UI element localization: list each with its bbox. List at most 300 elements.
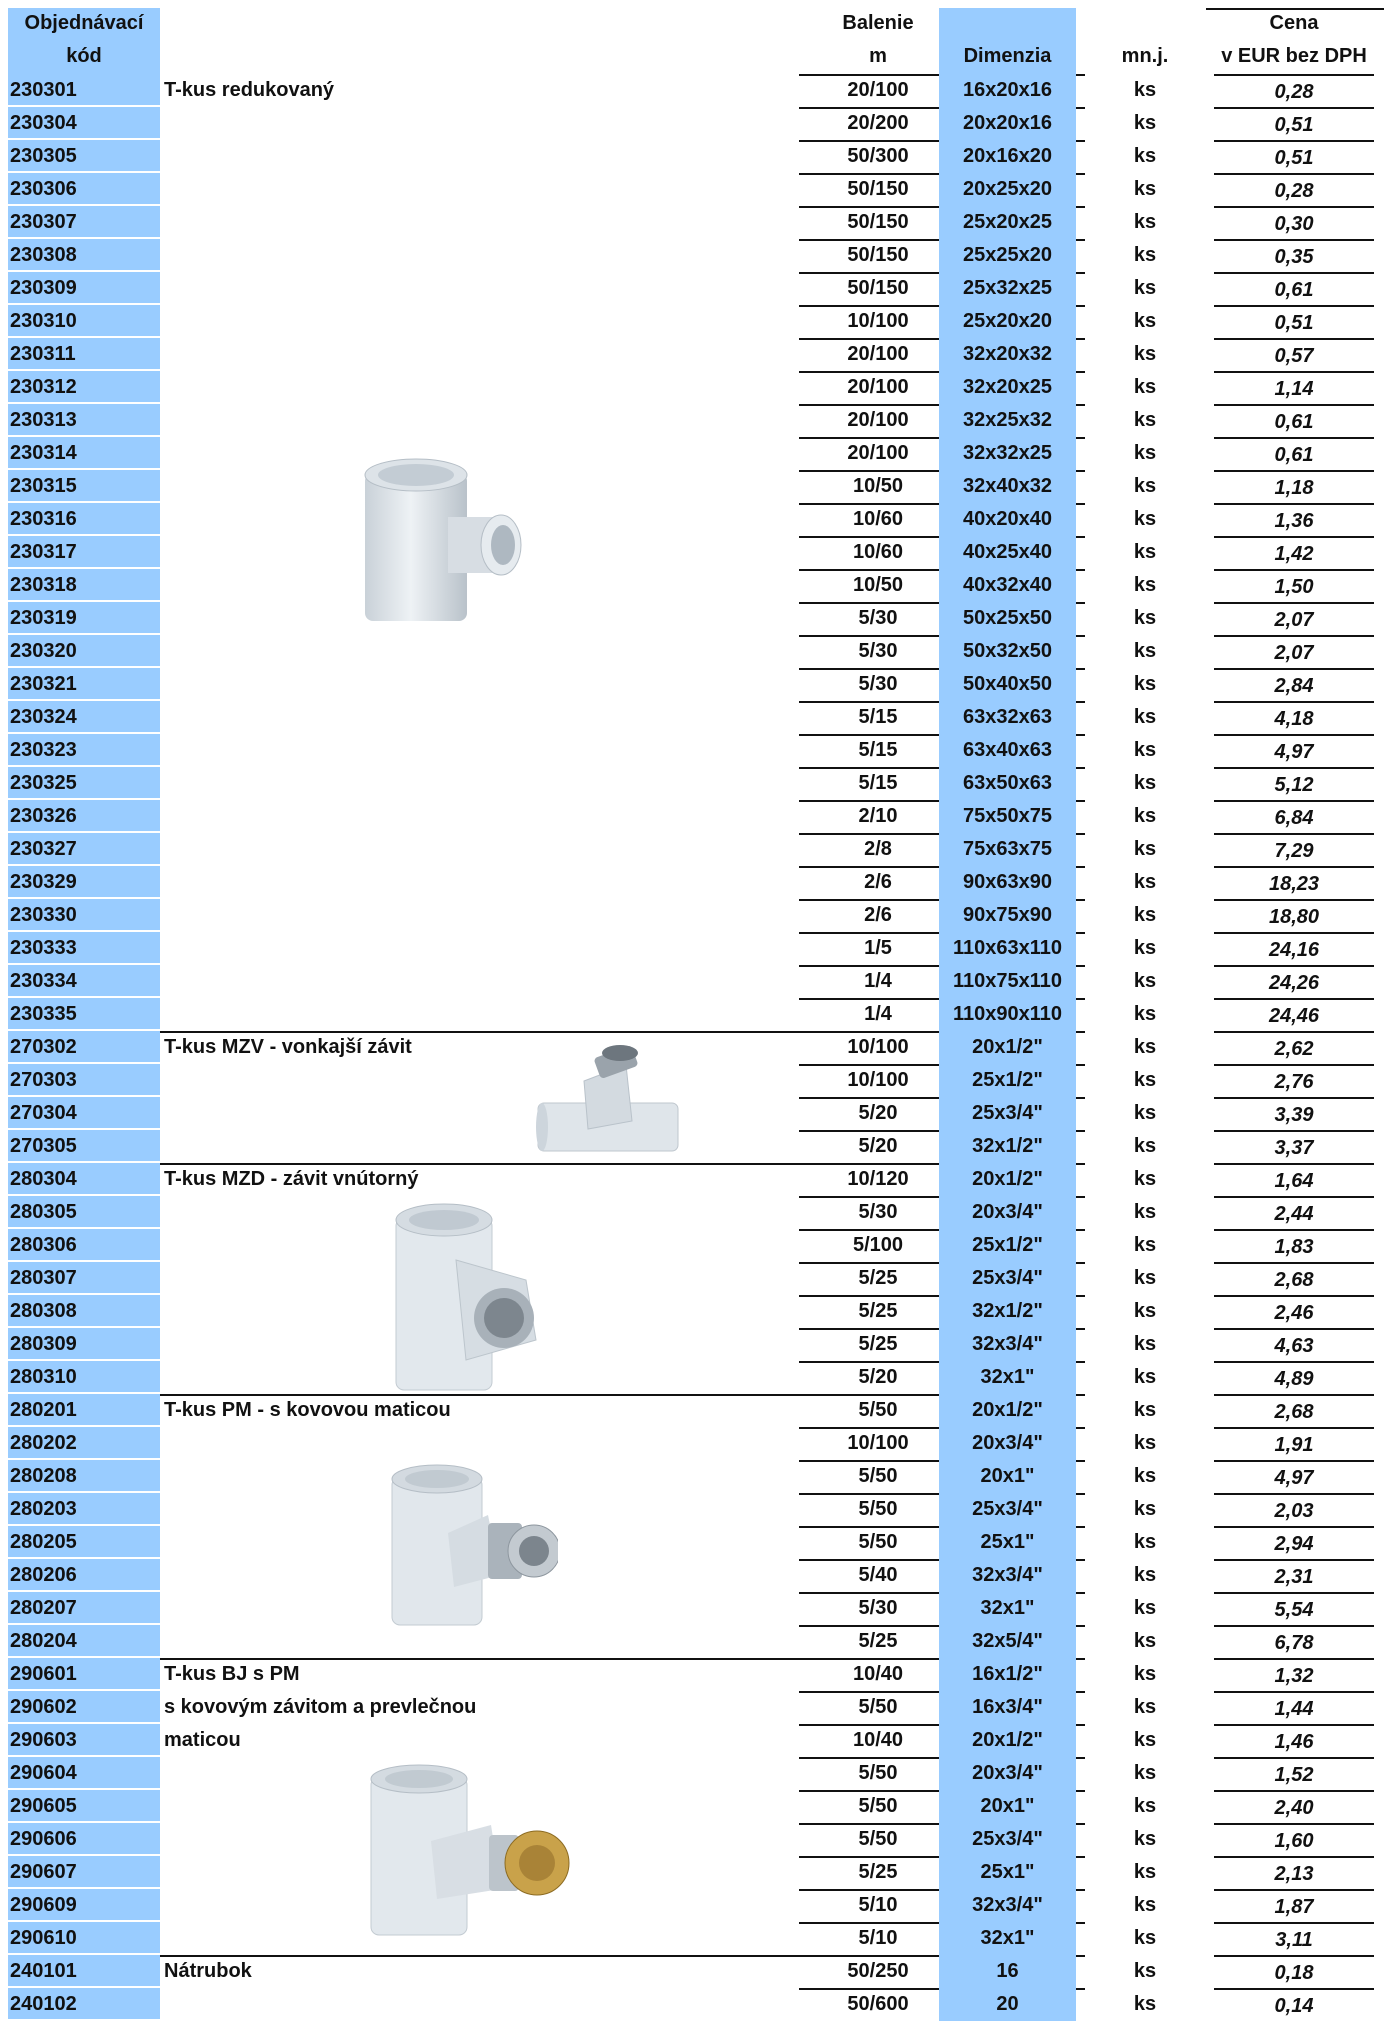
table-row [8, 305, 1384, 338]
package-size: 10/50 [852, 475, 904, 497]
unit: ks [1133, 1696, 1157, 1718]
dimension: 25x3/4" [939, 1823, 1076, 1856]
package-size: 1/5 [864, 937, 892, 959]
order-code: 230326 [8, 800, 160, 831]
price: 0,57 [1274, 345, 1314, 367]
package-size: 5/30 [858, 1597, 898, 1619]
order-code: 230327 [8, 833, 160, 864]
unit: ks [1133, 1069, 1157, 1091]
order-code: 230307 [8, 206, 160, 237]
package-size: 10/100 [847, 1069, 909, 1091]
order-code: 230317 [8, 536, 160, 567]
unit: ks [1133, 772, 1157, 794]
order-code: 270304 [8, 1097, 160, 1128]
unit: ks [1133, 1003, 1157, 1025]
package-size: 5/50 [858, 1399, 898, 1421]
dimension: 20 [939, 1988, 1076, 2021]
price: 2,44 [1274, 1203, 1314, 1225]
order-code: 280208 [8, 1460, 160, 1491]
price: 1,83 [1274, 1236, 1314, 1258]
price: 2,68 [1274, 1401, 1314, 1423]
table-row [8, 272, 1384, 305]
order-code: 290605 [8, 1790, 160, 1821]
package-size: 10/100 [847, 310, 909, 332]
price: 1,32 [1274, 1665, 1314, 1687]
order-code: 230324 [8, 701, 160, 732]
table-row [8, 1163, 1384, 1196]
table-row [8, 1262, 1384, 1295]
order-code: 290602 [8, 1691, 160, 1722]
package-size: 5/25 [858, 1267, 898, 1289]
order-code: 230312 [8, 371, 160, 402]
dimension: 20x3/4" [939, 1427, 1076, 1460]
table-row [8, 470, 1384, 503]
unit: ks [1133, 244, 1157, 266]
header-code-line2: kód [66, 45, 102, 67]
dimension: 25x25x20 [939, 239, 1076, 272]
unit: ks [1133, 508, 1157, 530]
dimension: 32x3/4" [939, 1889, 1076, 1922]
order-code: 280201 [8, 1394, 160, 1425]
price: 0,14 [1274, 1995, 1314, 2017]
order-code: 290610 [8, 1922, 160, 1953]
header-pack-line1: Balenie [842, 12, 914, 34]
table-row [8, 1295, 1384, 1328]
price: 2,31 [1274, 1566, 1314, 1588]
order-code: 280206 [8, 1559, 160, 1590]
package-size: 5/30 [858, 673, 898, 695]
dimension: 90x63x90 [939, 866, 1076, 899]
package-size: 5/25 [858, 1300, 898, 1322]
dimension: 75x63x75 [939, 833, 1076, 866]
dimension: 32x20x25 [939, 371, 1076, 404]
order-code: 270302 [8, 1031, 160, 1062]
dimension: 90x75x90 [939, 899, 1076, 932]
package-size: 20/100 [847, 409, 909, 431]
price: 2,94 [1274, 1533, 1314, 1555]
price: 0,30 [1274, 213, 1314, 235]
price: 2,40 [1274, 1797, 1314, 1819]
order-code: 280204 [8, 1625, 160, 1656]
unit: ks [1133, 409, 1157, 431]
unit: ks [1133, 178, 1157, 200]
order-code: 230323 [8, 734, 160, 765]
dimension: 32x1" [939, 1592, 1076, 1625]
header-code-line1: Objednávací [24, 12, 144, 34]
table-row [8, 1196, 1384, 1229]
table-row [8, 1097, 1384, 1130]
order-code: 290601 [8, 1658, 160, 1689]
package-size: 5/15 [858, 706, 898, 728]
unit: ks [1133, 1267, 1157, 1289]
price: 1,87 [1274, 1896, 1314, 1918]
package-size: 5/25 [858, 1333, 898, 1355]
table-row [8, 1064, 1384, 1097]
table-row [8, 965, 1384, 998]
unit: ks [1133, 673, 1157, 695]
package-size: 10/120 [847, 1168, 909, 1190]
order-code: 290603 [8, 1724, 160, 1755]
dimension: 40x25x40 [939, 536, 1076, 569]
order-code: 280306 [8, 1229, 160, 1260]
dimension: 20x1/2" [939, 1724, 1076, 1757]
unit: ks [1133, 442, 1157, 464]
dimension: 16x1/2" [939, 1658, 1076, 1691]
dimension: 25x20x25 [939, 206, 1076, 239]
dimension: 63x40x63 [939, 734, 1076, 767]
price: 4,89 [1274, 1368, 1314, 1390]
table-row [8, 536, 1384, 569]
unit: ks [1133, 1894, 1157, 1916]
product-name: Nátrubok [164, 1960, 252, 1982]
price: 0,61 [1274, 444, 1314, 466]
package-size: 10/60 [852, 541, 904, 563]
price: 24,26 [1268, 972, 1320, 994]
order-code: 280304 [8, 1163, 160, 1194]
table-row [8, 833, 1384, 866]
package-size: 20/100 [847, 79, 909, 101]
table-row [8, 1988, 1384, 2021]
dimension: 32x3/4" [939, 1328, 1076, 1361]
price: 0,61 [1274, 279, 1314, 301]
header-pack-line2: m [869, 45, 887, 67]
order-code: 230329 [8, 866, 160, 897]
unit: ks [1133, 1564, 1157, 1586]
price: 2,76 [1274, 1071, 1314, 1093]
price: 1,52 [1274, 1764, 1314, 1786]
table-row [8, 404, 1384, 437]
table-row [8, 140, 1384, 173]
table-row [8, 1328, 1384, 1361]
package-size: 50/250 [847, 1960, 909, 1982]
order-code: 290604 [8, 1757, 160, 1788]
order-code: 230311 [8, 338, 160, 369]
order-code: 230321 [8, 668, 160, 699]
unit: ks [1133, 79, 1157, 101]
price: 1,14 [1274, 378, 1314, 400]
package-size: 5/20 [858, 1135, 898, 1157]
order-code: 280307 [8, 1262, 160, 1293]
unit: ks [1133, 1465, 1157, 1487]
price: 3,37 [1274, 1137, 1314, 1159]
table-row [8, 1031, 1384, 1064]
order-code: 280309 [8, 1328, 160, 1359]
unit: ks [1133, 574, 1157, 596]
package-size: 50/150 [847, 277, 909, 299]
table-row [8, 1955, 1384, 1988]
tee-brass-union-nut-image [361, 1763, 576, 1938]
dimension: 16x3/4" [939, 1691, 1076, 1724]
package-size: 5/30 [858, 1201, 898, 1223]
price: 0,61 [1274, 411, 1314, 433]
package-size: 5/50 [858, 1762, 898, 1784]
dimension: 25x1/2" [939, 1229, 1076, 1262]
order-code: 230314 [8, 437, 160, 468]
order-code: 290609 [8, 1889, 160, 1920]
unit: ks [1133, 1102, 1157, 1124]
table-row [8, 1658, 1384, 1691]
unit: ks [1133, 1828, 1157, 1850]
package-size: 5/50 [858, 1828, 898, 1850]
price: 1,36 [1274, 510, 1314, 532]
table-row [8, 338, 1384, 371]
table-row [8, 602, 1384, 635]
unit: ks [1133, 1762, 1157, 1784]
header-price-line1: Cena [1269, 12, 1319, 34]
order-code: 240101 [8, 1955, 160, 1986]
package-size: 5/30 [858, 607, 898, 629]
unit: ks [1133, 1036, 1157, 1058]
order-code: 280305 [8, 1196, 160, 1227]
unit: ks [1133, 1597, 1157, 1619]
package-size: 2/8 [864, 838, 892, 860]
header-dimension: Dimenzia [963, 45, 1052, 67]
package-size: 5/50 [858, 1795, 898, 1817]
table-row [8, 371, 1384, 404]
unit: ks [1133, 475, 1157, 497]
tee-metal-nut-image [388, 1463, 558, 1628]
price: 2,03 [1274, 1500, 1314, 1522]
order-code: 230309 [8, 272, 160, 303]
dimension: 32x32x25 [939, 437, 1076, 470]
package-size: 5/10 [858, 1927, 898, 1949]
unit: ks [1133, 1663, 1157, 1685]
order-code: 290607 [8, 1856, 160, 1887]
dimension: 50x25x50 [939, 602, 1076, 635]
product-name: T-kus PM - s kovovou maticou [164, 1399, 451, 1421]
price: 24,46 [1268, 1005, 1320, 1027]
table-row [8, 701, 1384, 734]
order-code: 230318 [8, 569, 160, 600]
table-row [8, 866, 1384, 899]
group-separator-line [160, 1955, 799, 1957]
table-row [8, 767, 1384, 800]
unit: ks [1133, 112, 1157, 134]
package-size: 10/50 [852, 574, 904, 596]
dimension: 20x20x16 [939, 107, 1076, 140]
dimension: 50x40x50 [939, 668, 1076, 701]
unit: ks [1133, 310, 1157, 332]
price: 5,12 [1274, 774, 1314, 796]
price: 1,50 [1274, 576, 1314, 598]
order-code: 280207 [8, 1592, 160, 1623]
unit: ks [1133, 145, 1157, 167]
product-name: s kovovým závitom a prevlečnou [164, 1696, 477, 1718]
order-code: 280203 [8, 1493, 160, 1524]
order-code: 230325 [8, 767, 160, 798]
order-code: 290606 [8, 1823, 160, 1854]
product-name: T-kus MZV - vonkajší závit [164, 1036, 412, 1058]
price: 0,51 [1274, 312, 1314, 334]
package-size: 5/20 [858, 1102, 898, 1124]
table-row [8, 1823, 1384, 1856]
unit: ks [1133, 1333, 1157, 1355]
price: 0,51 [1274, 147, 1314, 169]
order-code: 230334 [8, 965, 160, 996]
table-row [8, 1922, 1384, 1955]
package-size: 5/50 [858, 1498, 898, 1520]
dimension: 25x20x20 [939, 305, 1076, 338]
package-size: 10/60 [852, 508, 904, 530]
dimension: 40x32x40 [939, 569, 1076, 602]
table-row [8, 1724, 1384, 1757]
unit: ks [1133, 1432, 1157, 1454]
price: 18,23 [1268, 873, 1320, 895]
price: 2,07 [1274, 642, 1314, 664]
order-code: 280308 [8, 1295, 160, 1326]
table-row [8, 1625, 1384, 1658]
table-row [8, 1229, 1384, 1262]
package-size: 20/100 [847, 376, 909, 398]
dimension: 32x5/4" [939, 1625, 1076, 1658]
table-row [8, 1427, 1384, 1460]
price: 5,54 [1274, 1599, 1314, 1621]
price: 3,39 [1274, 1104, 1314, 1126]
package-size: 20/200 [847, 112, 909, 134]
price: 2,07 [1274, 609, 1314, 631]
table-row [8, 1493, 1384, 1526]
order-code: 280202 [8, 1427, 160, 1458]
table-row [8, 1790, 1384, 1823]
package-size: 5/25 [858, 1861, 898, 1883]
price: 4,63 [1274, 1335, 1314, 1357]
price: 2,62 [1274, 1038, 1314, 1060]
unit: ks [1133, 277, 1157, 299]
order-code: 230305 [8, 140, 160, 171]
order-code: 230335 [8, 998, 160, 1029]
unit: ks [1133, 211, 1157, 233]
package-size: 5/40 [858, 1564, 898, 1586]
package-size: 5/25 [858, 1630, 898, 1652]
package-size: 10/100 [847, 1036, 909, 1058]
package-size: 5/50 [858, 1465, 898, 1487]
price: 1,60 [1274, 1830, 1314, 1852]
package-size: 50/150 [847, 244, 909, 266]
dimension: 110x90x110 [939, 998, 1076, 1031]
unit: ks [1133, 1234, 1157, 1256]
dimension: 25x3/4" [939, 1493, 1076, 1526]
dimension: 50x32x50 [939, 635, 1076, 668]
unit: ks [1133, 805, 1157, 827]
dimension: 20x1" [939, 1790, 1076, 1823]
unit: ks [1133, 607, 1157, 629]
price: 0,51 [1274, 114, 1314, 136]
unit: ks [1133, 1861, 1157, 1883]
table-row [8, 998, 1384, 1031]
dimension: 25x1/2" [939, 1064, 1076, 1097]
unit: ks [1133, 1135, 1157, 1157]
unit: ks [1133, 1993, 1157, 2015]
table-row [8, 437, 1384, 470]
dimension: 25x32x25 [939, 272, 1076, 305]
unit: ks [1133, 1960, 1157, 1982]
order-code: 230316 [8, 503, 160, 534]
unit: ks [1133, 640, 1157, 662]
table-row [8, 1526, 1384, 1559]
package-size: 5/15 [858, 739, 898, 761]
package-size: 5/20 [858, 1366, 898, 1388]
unit: ks [1133, 937, 1157, 959]
price: 3,11 [1275, 1929, 1313, 1951]
package-size: 5/50 [858, 1531, 898, 1553]
price: 4,97 [1274, 1467, 1314, 1489]
order-code: 230315 [8, 470, 160, 501]
unit: ks [1133, 1366, 1157, 1388]
price: 24,16 [1268, 939, 1320, 961]
unit: ks [1133, 1300, 1157, 1322]
product-name: T-kus redukovaný [164, 79, 335, 101]
table-row [8, 1394, 1384, 1427]
price: 2,84 [1274, 675, 1314, 697]
price: 1,18 [1274, 477, 1314, 499]
price: 7,29 [1274, 840, 1314, 862]
dimension: 25x3/4" [939, 1097, 1076, 1130]
dimension: 20x3/4" [939, 1196, 1076, 1229]
price: 0,28 [1274, 81, 1314, 103]
tee-internal-thread-image [386, 1200, 546, 1395]
price: 0,28 [1274, 180, 1314, 202]
table-row [8, 1889, 1384, 1922]
dimension: 110x75x110 [939, 965, 1076, 998]
dimension: 32x20x32 [939, 338, 1076, 371]
package-size: 1/4 [864, 1003, 892, 1025]
table-row [8, 107, 1384, 140]
order-code: 280310 [8, 1361, 160, 1392]
product-name: T-kus MZD - závit vnútorný [164, 1168, 419, 1190]
package-size: 50/600 [847, 1993, 909, 2015]
dimension: 16 [939, 1955, 1076, 1988]
header-price-line2: v EUR bez DPH [1221, 45, 1367, 67]
unit: ks [1133, 541, 1157, 563]
dimension: 32x1" [939, 1361, 1076, 1394]
table-row [8, 1856, 1384, 1889]
unit: ks [1133, 376, 1157, 398]
package-size: 5/100 [852, 1234, 904, 1256]
table-row [8, 239, 1384, 272]
package-size: 5/10 [858, 1894, 898, 1916]
dimension: 16x20x16 [939, 74, 1076, 107]
price: 18,80 [1268, 906, 1320, 928]
order-code: 230320 [8, 635, 160, 666]
unit: ks [1133, 904, 1157, 926]
table-row [8, 800, 1384, 833]
table-row [8, 635, 1384, 668]
unit: ks [1133, 1168, 1157, 1190]
dimension: 20x1/2" [939, 1394, 1076, 1427]
dimension: 25x3/4" [939, 1262, 1076, 1295]
table-row [8, 74, 1384, 107]
package-size: 10/40 [852, 1729, 904, 1751]
price: 1,44 [1274, 1698, 1314, 1720]
dimension: 20x3/4" [939, 1757, 1076, 1790]
dimension: 25x1" [939, 1856, 1076, 1889]
order-code: 230313 [8, 404, 160, 435]
dimension: 32x1/2" [939, 1130, 1076, 1163]
header-unit: mn.j. [1121, 45, 1169, 67]
dimension: 63x32x63 [939, 701, 1076, 734]
header-price-line [1206, 8, 1384, 10]
price: 1,46 [1274, 1731, 1314, 1753]
dimension: 40x20x40 [939, 503, 1076, 536]
unit: ks [1133, 706, 1157, 728]
table-row [8, 932, 1384, 965]
order-code: 230308 [8, 239, 160, 270]
dimension: 20x1/2" [939, 1031, 1076, 1064]
tee-external-thread-image [536, 1041, 686, 1159]
table-row [8, 899, 1384, 932]
order-code: 230310 [8, 305, 160, 336]
table-row [8, 1592, 1384, 1625]
